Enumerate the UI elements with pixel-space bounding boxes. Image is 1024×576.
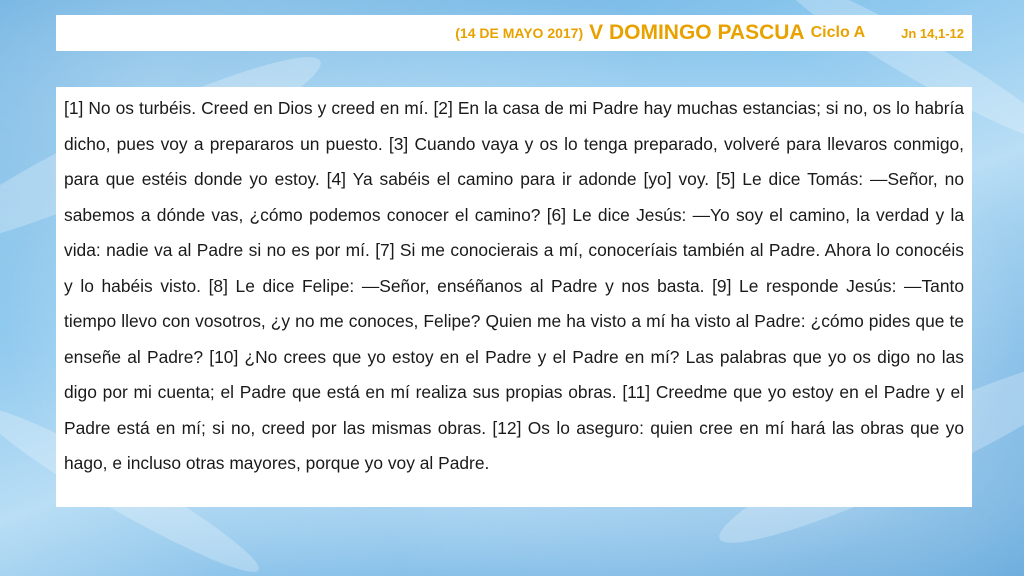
gospel-text-panel bbox=[56, 87, 972, 507]
gospel-text: [1] No os turbéis. Creed en Dios y creed en mí. [2] En la casa de mi Padre hay muchas estancias; si no, os lo habría dicho, pues voy a prepararos un puesto. [3] Cuando vaya y os lo tenga preparado, volveré para llevaros conmigo, para que estéis donde yo estoy. [4] Ya sabéis el camino para ir adonde [yo] voy. [5] Le dice Tomás: —Señor, no sabemos a dónde vas, ¿cómo podemos conocer el camino? [6] Le dice Jesús: —Yo soy el camino, la verdad y la vida: nadie va al Padre si no es por mí. [7] Si me conocierais a mí, conoceríais también al Padre. Ahora lo conocéis y lo habéis visto. [8] Le dice Felipe: —Señor, enséñanos al Padre y nos basta. [9] Le responde Jesús: —Tanto tiempo llevo con vosotros, ¿y no me conoces, Felipe? Quien me ha visto a mí ha visto al Padre: ¿cómo pides que te enseñe al Padre? [10] ¿No crees que yo estoy en el Padre y el Padre en mí? Las palabras que yo os digo no las digo por mi cuenta; el Padre que está en mí realiza sus propias obras. [11] Creedme que yo estoy en el Padre y el Padre está en mí; si no, creed por las mismas obras. [12] Os lo aseguro: quien cree en mí hará las obras que yo hago, e incluso otras mayores, porque yo voy al Padre. bbox=[64, 98, 964, 473]
slide-title-bar bbox=[56, 15, 972, 51]
title-date: (14 DE MAYO 2017) bbox=[455, 25, 584, 41]
title-reference: Jn 14,1-12 bbox=[901, 25, 964, 41]
title-main: V DOMINGO PASCUA bbox=[589, 21, 805, 44]
title-cycle: Ciclo A bbox=[810, 24, 866, 41]
